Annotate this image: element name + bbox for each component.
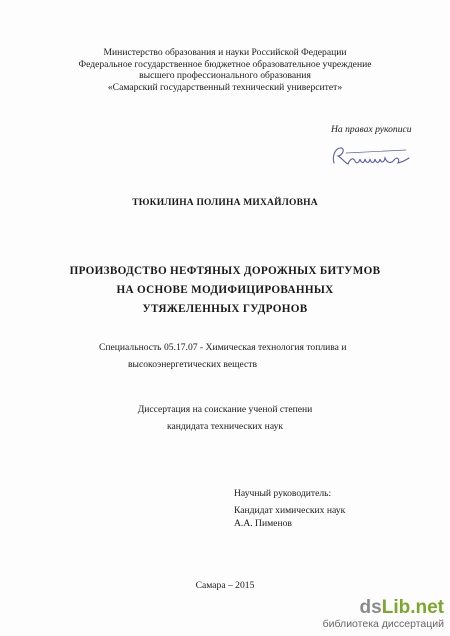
watermark-subtitle: библиотека диссертаций (322, 618, 444, 630)
ministry-line-3: высшего профессионального образования (139, 70, 311, 81)
handwritten-signature (328, 142, 412, 170)
rights-note: На правах рукописи (331, 124, 412, 135)
supervisor-degree: Кандидат химических наук (234, 505, 346, 516)
specialty-line-1: Специальность 05.17.07 - Химическая технология топлива и (99, 342, 347, 353)
watermark-logo-rest: Lib.net (381, 597, 444, 618)
dissertation-line-2: кандидата технических наук (166, 421, 284, 432)
specialty-line-2: высокоэнергетических веществ (128, 359, 257, 370)
ministry-line-4: «Самарский государственный технический университет» (107, 81, 343, 93)
watermark-logo-ds: ds (359, 597, 382, 618)
city-year: Самара – 2015 (195, 580, 255, 591)
supervisor-label: Научный руководитель: (234, 488, 332, 499)
ministry-line-2: Федеральное государственное бюджетное образовательное учреждение (78, 58, 372, 70)
title-line-1: ПРОИЗВОДСТВО НЕФТЯНЫХ ДОРОЖНЫХ БИТУМОВ (69, 265, 381, 277)
ministry-line-1: Министерство образования и науки Российской Федерации (103, 47, 347, 58)
dissertation-line-1: Диссертация на соискание ученой степени (137, 404, 313, 415)
author-name: ТЮКИЛИНА ПОЛИНА МИХАЙЛОВНА (132, 198, 318, 208)
watermark (323, 598, 444, 630)
supervisor-name: А.А. Пименов (234, 518, 292, 529)
title-line-3: УТЯЖЕЛЕННЫХ ГУДРОНОВ (142, 303, 308, 315)
title-line-2: НА ОСНОВЕ МОДИФИЦИРОВАННЫХ (116, 284, 334, 296)
watermark-logo (323, 598, 444, 618)
